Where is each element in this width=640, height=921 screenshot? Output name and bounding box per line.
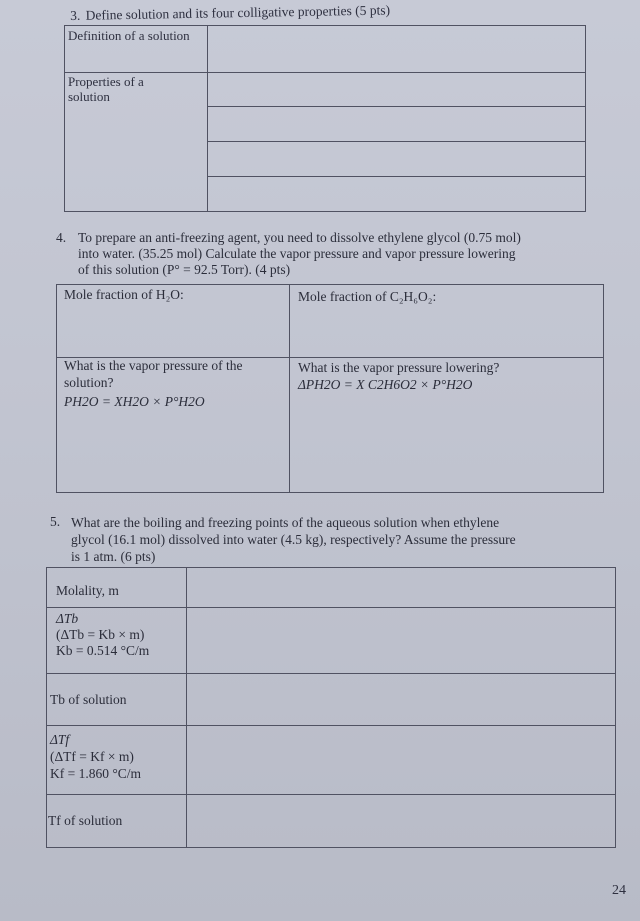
- q4-vpl-line1: What is the vapor pressure lowering?: [298, 360, 500, 375]
- q3-number: 3.: [70, 7, 81, 23]
- q5-line2: glycol (16.1 mol) dissolved into water (4.5 kg), respectively? Assume the pressure: [71, 532, 516, 547]
- q4-line1: To prepare an anti-freezing agent, you need to dissolve ethylene glycol (0.75 mol): [78, 230, 521, 245]
- q5-kb-constant: Kb = 0.514 °C/m: [56, 643, 150, 658]
- q3-prompt: [70, 2, 390, 24]
- q5-delta-tf-label: [50, 731, 141, 782]
- q5-divider: [186, 567, 187, 848]
- q5-row-molality: [46, 567, 616, 608]
- q4-vpl-equation: ΔPH2O = X C2H6O2 × P°H2O: [298, 377, 473, 392]
- page-number: 24: [612, 883, 626, 898]
- q3-line: [207, 141, 585, 142]
- q4-line3: of this solution (P° = 92.5 Torr). (4 pts): [78, 262, 291, 277]
- q3-prompt-text: Define solution and its four colligative properties (5 pts): [85, 2, 391, 23]
- q4-line2: into water. (35.25 mol) Calculate the vapor pressure and vapor pressure lowering: [78, 246, 516, 261]
- q4-mole-fraction-water-label: Mole fraction of H₂O:: [64, 287, 184, 302]
- q4-vp-line2: solution?: [64, 375, 114, 390]
- q4-vapor-pressure-question: [64, 357, 286, 410]
- q5-delta-tf-symbol: ΔTf: [50, 732, 70, 747]
- q5-delta-tf-formula: (ΔTf = Kf × m): [50, 749, 134, 764]
- q3-line: [207, 106, 585, 107]
- q5-tb-label: Tb of solution: [50, 692, 127, 707]
- q4-prompt: [78, 230, 598, 278]
- q5-row-tb: [46, 673, 616, 726]
- q5-number: 5.: [50, 514, 61, 529]
- q4-vp-lowering-question: [298, 359, 598, 393]
- q5-delta-tb-symbol: ΔTb: [56, 611, 79, 626]
- q5-row-tf: [46, 794, 616, 848]
- q5-molality-text: Molality, m: [56, 583, 119, 598]
- q4-vp-line1: What is the vapor pressure of the: [64, 358, 243, 373]
- q4-vp-equation: PH2O = XH2O × P°H2O: [64, 394, 205, 409]
- q5-line3: is 1 atm. (6 pts): [71, 549, 156, 564]
- q3-definition-label: Definition of a solution: [68, 28, 190, 43]
- q5-delta-tb-label: [56, 611, 149, 659]
- q5-tf-label: Tf of solution: [48, 813, 123, 828]
- q4-number: 4.: [56, 230, 67, 245]
- q4-mole-fraction-glycol-label: Mole fraction of C₂H₆O₂:: [298, 289, 437, 304]
- q5-delta-tb-formula: (ΔTb = Kb × m): [56, 627, 145, 642]
- q3-line: [207, 176, 585, 177]
- q5-molality-label: [56, 582, 119, 599]
- q5-kf-constant: Kf = 1.860 °C/m: [50, 766, 142, 781]
- q5-prompt: [71, 514, 616, 565]
- q3-divider: [207, 25, 208, 212]
- q5-line1: What are the boiling and freezing points of the aqueous solution when ethylene: [71, 515, 500, 530]
- q3-properties-label: Properties of a solution: [68, 74, 144, 104]
